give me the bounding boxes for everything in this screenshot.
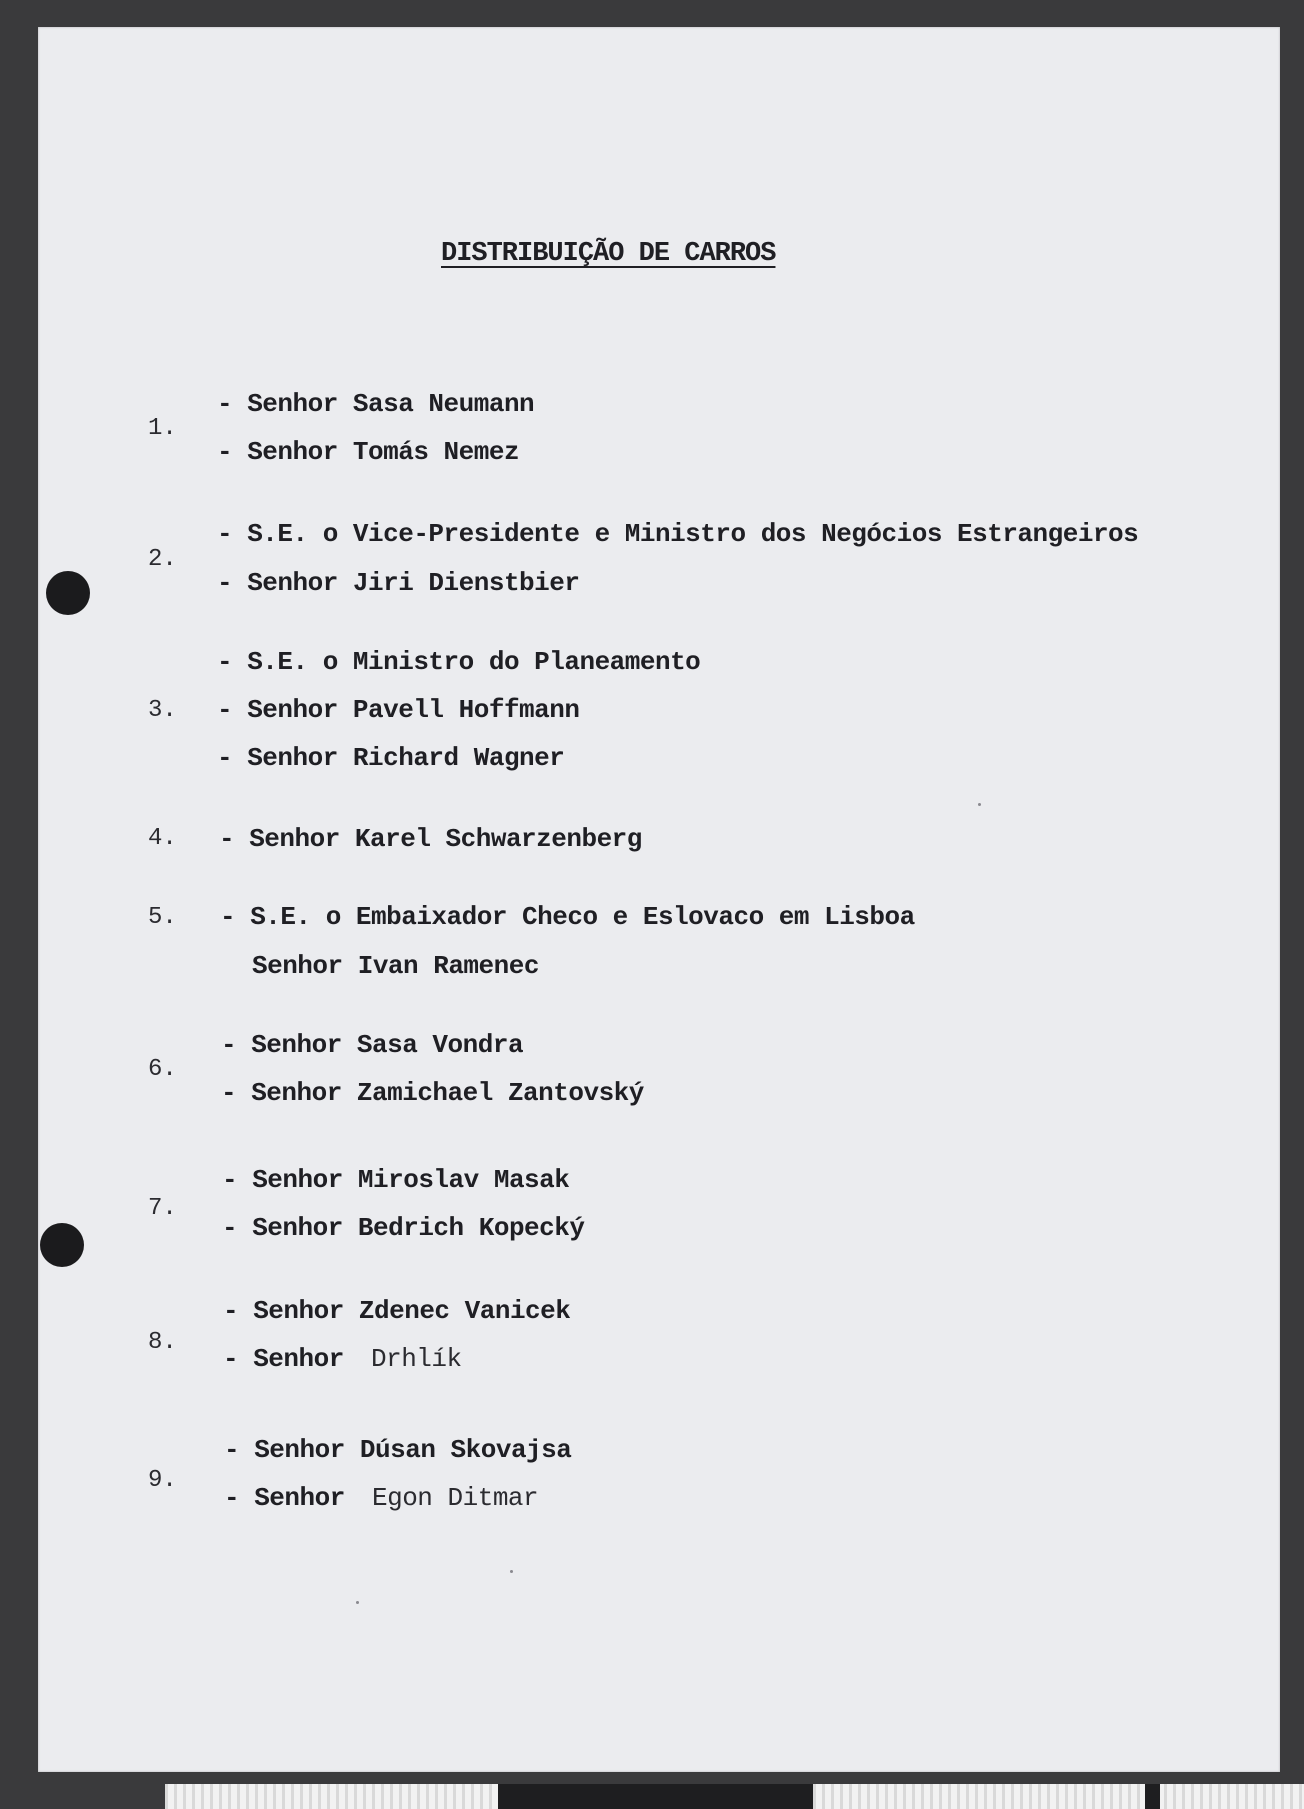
list-item: - Senhor Zamichael Zantovský [221,1078,644,1108]
list-item-name: Drhlík [371,1344,462,1374]
list-item: - Senhor [223,1344,344,1374]
list-item: - Senhor Zdenec Vanicek [223,1296,571,1326]
group-number-8: 8. [148,1329,177,1356]
paper-speck [510,1570,513,1573]
list-item: - Senhor Sasa Vondra [221,1030,524,1060]
ruler-segment [498,1784,813,1809]
punch-hole-upper [46,571,90,615]
punch-hole-lower [40,1223,84,1267]
group-number-7: 7. [148,1195,177,1222]
list-item: - Senhor Bedrich Kopecký [222,1213,585,1243]
list-item: - Senhor Tomás Nemez [217,437,520,467]
list-item: Senhor Ivan Ramenec [252,951,539,981]
list-item: - Senhor [224,1483,345,1513]
list-item: - Senhor Pavell Hoffmann [217,695,580,725]
group-number-4: 4. [148,825,177,852]
ruler-segment [1145,1784,1160,1809]
list-item: - Senhor Sasa Neumann [217,389,535,419]
document-title: DISTRIBUIÇÃO DE CARROS [441,239,776,269]
document-page [38,27,1280,1772]
list-item: - Senhor Richard Wagner [217,743,565,773]
scale-ruler [165,1784,1304,1809]
group-number-5: 5. [148,904,177,931]
paper-speck [978,803,981,806]
list-item: - Senhor Karel Schwarzenberg [219,824,642,854]
group-number-6: 6. [148,1056,177,1083]
group-number-9: 9. [148,1467,177,1494]
list-item: - Senhor Miroslav Masak [222,1165,570,1195]
group-number-2: 2. [148,546,177,573]
list-item: - Senhor Dúsan Skovajsa [224,1435,572,1465]
list-item: - S.E. o Vice-Presidente e Ministro dos Negócios Estrangeiros [217,519,1139,549]
group-number-3: 3. [148,697,177,724]
list-item: - S.E. o Ministro do Planeamento [217,647,701,677]
list-item: - Senhor Jiri Dienstbier [217,568,580,598]
list-item-name: Egon Ditmar [372,1483,539,1513]
group-number-1: 1. [148,415,177,442]
paper-speck [356,1601,359,1604]
list-item: - S.E. o Embaixador Checo e Eslovaco em Lisboa [220,902,915,932]
